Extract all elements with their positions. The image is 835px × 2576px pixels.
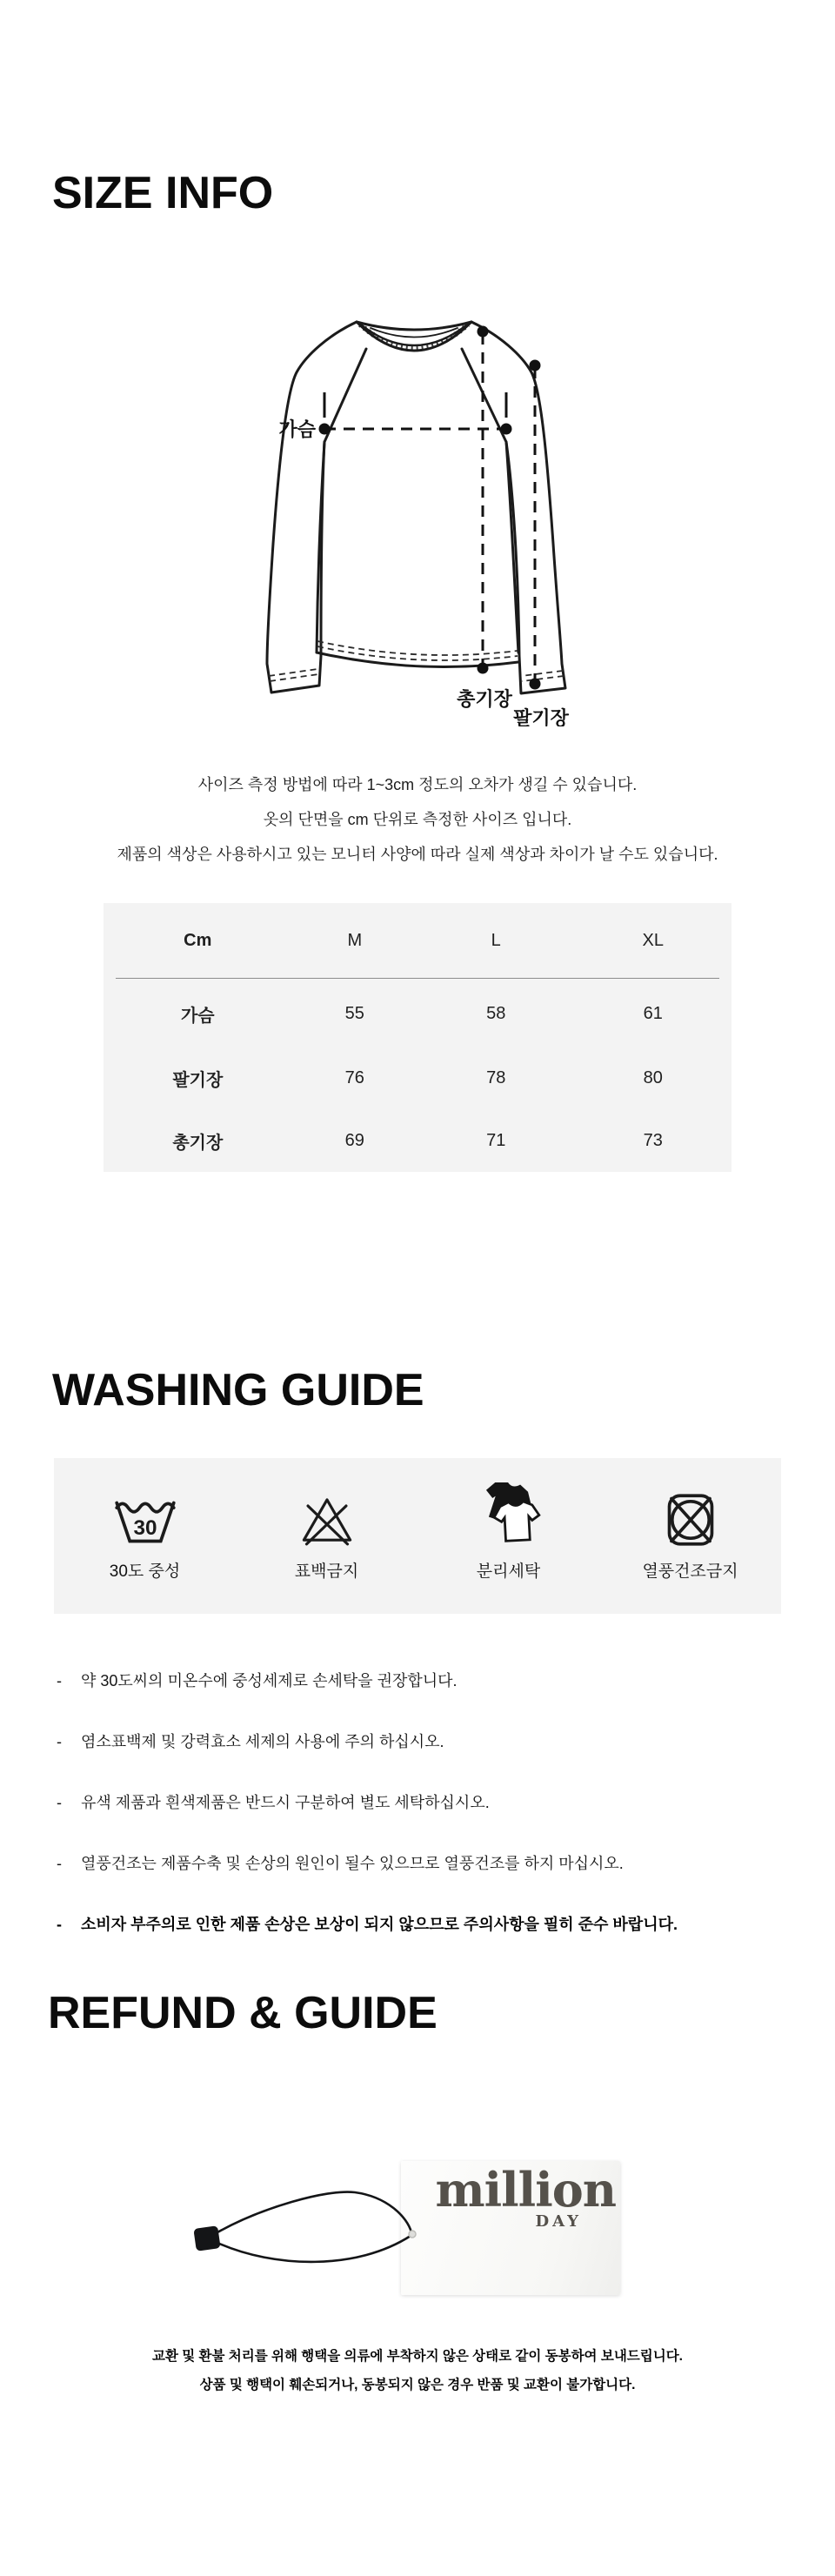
instruction-text: 유색 제품과 흰색제품은 반드시 구분하여 별도 세탁하십시오. [81,1794,490,1811]
washing-instructions [57,1670,805,1975]
size-notes [0,767,835,872]
wash-symbol-label: 표백금지 [294,1562,359,1581]
wash-symbol-label: 30도 중성 [109,1562,181,1581]
table-row [104,1110,731,1172]
hang-tag-card [401,2161,620,2295]
instruction-item [57,1792,805,1813]
no-tumble-dry-icon [662,1493,719,1547]
wash-symbol-label: 분리세탁 [476,1562,541,1581]
table-row [104,1046,731,1110]
hang-tag-figure [130,2071,652,2314]
dash-bullet: - [57,1672,62,1689]
size-note-line: 옷의 단면을 cm 단위로 측정한 사이즈 입니다. [263,811,572,828]
instruction-text: 염소표백제 및 강력효소 세제의 사용에 주의 하십시오. [81,1733,444,1750]
cell-value: 58 [486,1003,506,1023]
refund-note-line: 교환 및 환불 처리를 위해 행택을 의류에 부착하지 않은 상태로 같이 동봉하여 보내드립니다. [152,2349,683,2364]
dash-bullet: - [57,1733,62,1750]
cell-value: 61 [643,1003,663,1023]
row-label-chest: 가슴 [180,1006,215,1026]
size-info-title: SIZE INFO [52,168,274,218]
cell-value: 73 [643,1131,663,1150]
wash-symbol-cell [54,1458,236,1614]
size-table-header-xl: XL [642,930,664,950]
wash-symbol-cell [418,1458,599,1614]
sleeve-length-label: 팔기장 [513,707,569,726]
refund-guide-title: REFUND & GUIDE [48,1988,438,2038]
dash-bullet: - [57,1855,62,1872]
instruction-item [57,1731,805,1752]
cell-value: 76 [344,1067,364,1087]
refund-notes [0,2342,835,2399]
dash-bullet: - [57,1916,62,1933]
dash-bullet: - [57,1794,62,1811]
cell-value: 69 [344,1131,364,1150]
tag-brand-logo: million [435,2162,616,2218]
size-table-header-l: L [491,930,501,950]
cell-value: 71 [486,1131,506,1150]
cord-clasp [193,2225,220,2251]
shirt-diagram-svg [200,287,635,726]
size-table-header-m: M [347,930,363,950]
refund-note-line: 상품 및 행택이 훼손되거나, 동봉되지 않은 경우 반품 및 교환이 불가합니다. [199,2378,636,2392]
wash-30-icon [109,1496,182,1547]
row-label-sleeve: 팔기장 [172,1070,224,1090]
cell-value: 80 [643,1067,663,1087]
no-bleach-icon [292,1496,362,1547]
total-length-label: 총기장 [457,688,512,710]
separate-wash-icon [469,1482,549,1547]
cell-value: 55 [344,1003,364,1023]
instruction-text: 소비자 부주의로 인한 제품 손상은 보상이 되지 않으므로 주의사항을 필히 준수 바랍니다. [81,1916,678,1933]
chest-label: 가슴 [278,418,316,440]
size-table-header-row [104,903,731,978]
size-note-line: 제품의 색상은 사용하시고 있는 모니터 사양에 따라 실제 색상과 차이가 날 수도 있습니다. [117,846,718,863]
instruction-item-warning [57,1914,805,1935]
tag-sub-brand: DAY [535,2212,582,2231]
cell-value: 78 [486,1067,506,1087]
wash-symbol-label: 열풍건조금지 [642,1562,738,1581]
wash-symbol-cell [236,1458,418,1614]
instruction-item [57,1670,805,1691]
size-table-divider [116,978,719,979]
row-label-length: 총기장 [172,1134,224,1153]
size-table [104,903,731,1172]
washing-symbols-strip [54,1458,781,1614]
wash-temp-value: 30 [132,1515,157,1540]
instruction-item [57,1853,805,1874]
washing-guide-title: WASHING GUIDE [52,1365,424,1415]
size-note-line: 사이즈 측정 방법에 따라 1~3cm 정도의 오차가 생길 수 있습니다. [197,776,638,793]
instruction-text: 약 30도씨의 미온수에 중성세제로 손세탁을 권장합니다. [81,1672,458,1689]
instruction-text: 열풍건조는 제품수축 및 손상의 원인이 될수 있으므로 열풍건조를 하지 마십시오. [81,1855,624,1872]
shirt-measurement-diagram [200,287,635,726]
wash-symbol-cell [599,1458,781,1614]
table-row [104,981,731,1046]
size-table-header-unit: Cm [184,930,212,950]
